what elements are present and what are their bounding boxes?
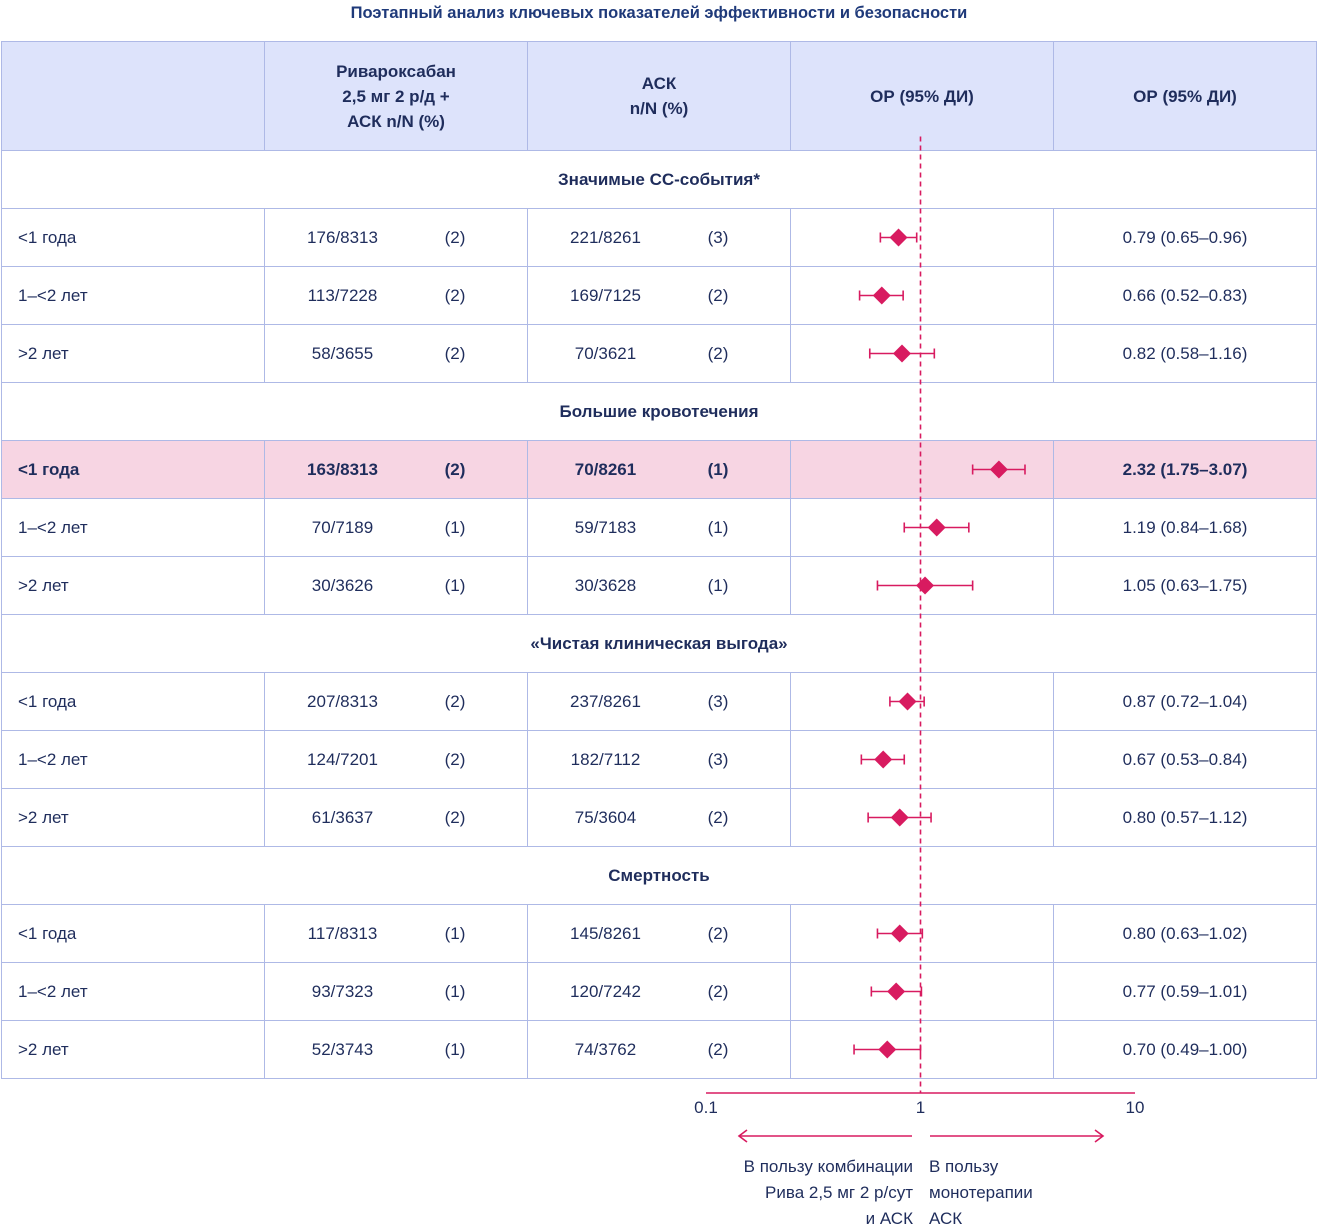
forest-cell: [791, 441, 1054, 499]
riva-count-percent: (2): [444, 285, 466, 305]
table-row: [2, 441, 1317, 499]
ask-count: 169/7125: [570, 285, 641, 305]
header-ask: АСК n/N (%): [528, 42, 791, 151]
header-forest: ОР (95% ДИ): [791, 42, 1054, 151]
hazard-ratio-text: 2.32 (1.75–3.07): [1054, 441, 1317, 499]
period-label: <1 года: [2, 209, 265, 267]
riva-count: 61/3637: [311, 807, 374, 827]
hazard-ratio-text: 0.82 (0.58–1.16): [1054, 325, 1317, 383]
riva-count-percent: (2): [444, 807, 466, 827]
riva-count-cell: [265, 1021, 528, 1079]
ask-count-cell: [528, 673, 791, 731]
ask-count-percent: (2): [707, 1039, 729, 1059]
ask-count-cell: [528, 499, 791, 557]
ask-count: 237/8261: [570, 691, 641, 711]
riva-count: 70/7189: [311, 517, 374, 537]
hazard-ratio-text: 0.67 (0.53–0.84): [1054, 731, 1317, 789]
table-row: [2, 673, 1317, 731]
riva-count-cell: [265, 731, 528, 789]
section-header-row: [2, 151, 1317, 209]
period-label: <1 года: [2, 905, 265, 963]
forest-cell: [791, 905, 1054, 963]
table-row: [2, 731, 1317, 789]
hazard-ratio-text: 0.66 (0.52–0.83): [1054, 267, 1317, 325]
ask-count-percent: (3): [707, 749, 729, 769]
ask-count-cell: [528, 905, 791, 963]
riva-count-cell: [265, 325, 528, 383]
x-tick-label: 1: [915, 1098, 926, 1117]
ask-count: 30/3628: [574, 575, 637, 595]
ask-count: 70/8261: [574, 459, 637, 479]
riva-count: 93/7323: [311, 981, 374, 1001]
riva-count-cell: [265, 905, 528, 963]
table-row: [2, 267, 1317, 325]
ask-count: 221/8261: [570, 227, 641, 247]
table-row: [2, 1021, 1317, 1079]
hazard-ratio-text: 1.05 (0.63–1.75): [1054, 557, 1317, 615]
ask-count-percent: (2): [707, 343, 729, 363]
riva-count-percent: (2): [444, 343, 466, 363]
riva-count-cell: [265, 267, 528, 325]
riva-count-percent: (1): [444, 575, 466, 595]
forest-cell: [791, 963, 1054, 1021]
hazard-ratio-text: 0.80 (0.63–1.02): [1054, 905, 1317, 963]
table-row: [2, 499, 1317, 557]
ask-count-cell: [528, 789, 791, 847]
hazard-ratio-text: 1.19 (0.84–1.68): [1054, 499, 1317, 557]
riva-count: 117/8313: [307, 923, 378, 943]
ask-count: 182/7112: [570, 749, 641, 769]
riva-count-cell: [265, 963, 528, 1021]
hazard-ratio-text: 0.79 (0.65–0.96): [1054, 209, 1317, 267]
period-label: >2 лет: [2, 325, 265, 383]
riva-count-cell: [265, 557, 528, 615]
ask-count: 145/8261: [570, 923, 641, 943]
x-tick-label: 10: [1125, 1098, 1145, 1117]
section-header-row: [2, 383, 1317, 441]
header-hr: ОР (95% ДИ): [1054, 42, 1317, 151]
period-label: >2 лет: [2, 1021, 265, 1079]
period-label: <1 года: [2, 673, 265, 731]
riva-count-percent: (1): [444, 1039, 466, 1059]
riva-count-percent: (1): [444, 923, 466, 943]
riva-count-percent: (1): [444, 517, 466, 537]
forest-cell: [791, 267, 1054, 325]
ask-count-percent: (2): [707, 923, 729, 943]
riva-count-percent: (2): [444, 749, 466, 769]
ask-count-percent: (2): [707, 807, 729, 827]
favor-left-arrowhead: [739, 1130, 747, 1142]
ask-count-percent: (1): [707, 459, 729, 479]
table-row: [2, 557, 1317, 615]
period-label: 1–<2 лет: [2, 267, 265, 325]
ask-count-percent: (3): [707, 691, 729, 711]
period-label: 1–<2 лет: [2, 731, 265, 789]
table-row: [2, 325, 1317, 383]
section-title: Значимые СС-события*: [2, 151, 1317, 209]
favor-right-arrowhead: [1095, 1130, 1103, 1142]
header-row: [2, 42, 1317, 151]
table-row: [2, 789, 1317, 847]
ask-count: 120/7242: [570, 981, 641, 1001]
riva-count: 30/3626: [311, 575, 374, 595]
table-row: [2, 209, 1317, 267]
riva-count-cell: [265, 441, 528, 499]
ask-count-percent: (1): [707, 517, 729, 537]
favor-monotherapy-label: В пользу монотерапии АСК: [929, 1157, 1033, 1228]
section-title: «Чистая клиническая выгода»: [2, 615, 1317, 673]
ask-count-percent: (3): [707, 227, 729, 247]
header-riva: Ривароксабан 2,5 мг 2 р/д + АСК n/N (%): [265, 42, 528, 151]
forest-cell: [791, 673, 1054, 731]
favor-combination-label: В пользу комбинации Рива 2,5 мг 2 р/сут и АСК: [743, 1157, 913, 1228]
x-tick-label: 0.1: [694, 1098, 718, 1117]
ask-count: 70/3621: [574, 343, 637, 363]
period-label: >2 лет: [2, 557, 265, 615]
ask-count-percent: (2): [707, 981, 729, 1001]
ask-count: 74/3762: [574, 1039, 637, 1059]
ask-count-cell: [528, 209, 791, 267]
hazard-ratio-text: 0.70 (0.49–1.00): [1054, 1021, 1317, 1079]
riva-count-percent: (2): [444, 691, 466, 711]
hazard-ratio-text: 0.77 (0.59–1.01): [1054, 963, 1317, 1021]
period-label: >2 лет: [2, 789, 265, 847]
riva-count: 124/7201: [307, 749, 378, 769]
riva-count: 163/8313: [307, 459, 378, 479]
ask-count-cell: [528, 325, 791, 383]
ask-count: 59/7183: [574, 517, 637, 537]
riva-count-cell: [265, 789, 528, 847]
forest-cell: [791, 325, 1054, 383]
forest-cell: [791, 1021, 1054, 1079]
riva-count-percent: (1): [444, 981, 466, 1001]
riva-count: 52/3743: [311, 1039, 374, 1059]
riva-count-cell: [265, 499, 528, 557]
table-row: [2, 963, 1317, 1021]
results-table: [1, 41, 1317, 1079]
ask-count-percent: (2): [707, 285, 729, 305]
section-title: Смертность: [2, 847, 1317, 905]
ask-count-cell: [528, 557, 791, 615]
section-title: Большие кровотечения: [2, 383, 1317, 441]
ask-count-cell: [528, 267, 791, 325]
period-label: <1 года: [2, 441, 265, 499]
ask-count-cell: [528, 731, 791, 789]
section-header-row: [2, 847, 1317, 905]
ask-count-cell: [528, 441, 791, 499]
riva-count: 113/7228: [307, 285, 378, 305]
forest-cell: [791, 731, 1054, 789]
period-label: 1–<2 лет: [2, 499, 265, 557]
period-label: 1–<2 лет: [2, 963, 265, 1021]
table-row: [2, 905, 1317, 963]
riva-count: 176/8313: [307, 227, 378, 247]
ask-count-percent: (1): [707, 575, 729, 595]
hazard-ratio-text: 0.87 (0.72–1.04): [1054, 673, 1317, 731]
riva-count-cell: [265, 209, 528, 267]
hazard-ratio-text: 0.80 (0.57–1.12): [1054, 789, 1317, 847]
forest-cell: [791, 789, 1054, 847]
chart-title: Поэтапный анализ ключевых показателей эффективности и безопасности: [350, 4, 968, 22]
ask-count-cell: [528, 963, 791, 1021]
forest-cell: [791, 557, 1054, 615]
forest-cell: [791, 499, 1054, 557]
ask-count: 75/3604: [574, 807, 637, 827]
riva-count: 207/8313: [307, 691, 378, 711]
riva-count-percent: (2): [444, 459, 466, 479]
forest-cell: [791, 209, 1054, 267]
riva-count: 58/3655: [311, 343, 374, 363]
ask-count-cell: [528, 1021, 791, 1079]
riva-count-percent: (2): [444, 227, 466, 247]
riva-count-cell: [265, 673, 528, 731]
header-label: [2, 42, 265, 151]
section-header-row: [2, 615, 1317, 673]
